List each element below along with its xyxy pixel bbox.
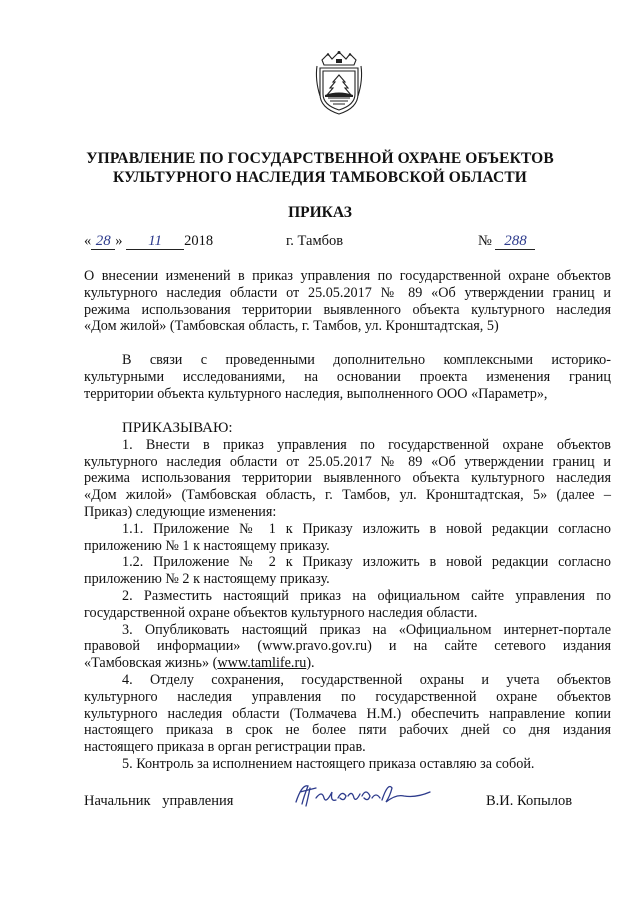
item-3-text-end: ).: [306, 655, 315, 672]
item-1-1-line: 1.1. Приложение № 1 к Приказу изложить в новой редакции согласно: [122, 520, 611, 537]
document-subject: [84, 268, 611, 335]
item-1-2-line: приложению № 2 к настоящему приказу.: [84, 571, 330, 588]
basis-line: территории объекта культурного наследия, выполненного ООО «Параметр»,: [84, 385, 548, 402]
item-1-line: Приказ) следующие изменения:: [84, 503, 277, 520]
document-city: г. Тамбов: [286, 233, 344, 249]
basis-line: В связи с проведенными дополнительно комплексными историко-: [122, 352, 611, 368]
item-1-line: 1. Внести в приказ управления по государственной охране объектов: [122, 436, 611, 453]
date-month-handwritten: 11: [126, 234, 184, 250]
signatory-name: В.И. Копылов: [486, 793, 573, 809]
basis-line: культурными исследованиями, на основании проекта изменения границ: [84, 368, 611, 385]
org-name-line1: УПРАВЛЕНИЕ ПО ГОСУДАРСТВЕННОЙ ОХРАНЕ ОБЪЕКТОВ: [86, 150, 554, 167]
order-body: [84, 420, 611, 773]
item-2-line: 2. Разместить настоящий приказ на официальном сайте управления по: [122, 587, 611, 604]
document-type-title: ПРИКАЗ: [288, 204, 352, 221]
subject-line: режима использования территории выявленного объекта культурного наследия: [84, 301, 611, 318]
item-3-line: правовой информации» (www.pravo.gov.ru) и на сайте сетевого издания: [84, 638, 611, 655]
item-2-line: государственной охране объектов культурного наследия области.: [84, 604, 478, 621]
subject-line: О внесении изменений в приказ управления по государственной охране объектов: [84, 268, 611, 284]
item-1-line: культурного наследия области от 25.05.2017 № 89 «Об утверждении границ и: [84, 453, 611, 470]
date-year: 2018: [184, 233, 214, 249]
item-1-2-line: 1.2. Приложение № 2 к Приказу изложить в новой редакции согласно: [122, 554, 611, 571]
tamlife-link[interactable]: www.tamlife.ru: [217, 655, 307, 672]
item-5-line: 5. Контроль за исполнением настоящего приказа оставляю за собой.: [122, 755, 535, 772]
item-1-1-line: приложению № 1 к настоящему приказу.: [84, 537, 330, 554]
subject-line: культурного наследия области от 25.05.2017 № 89 «Об утверждении границ и: [84, 284, 611, 301]
item-4-line: культурного наследия управления по государственной охране объектов: [84, 688, 611, 705]
date-quote-close: »: [115, 233, 123, 249]
item-3-text: «Тамбовская жизнь» (: [84, 655, 218, 672]
item-4-line: культурного наследия области (Толмачева Н.М.) обеспечить направление копии: [84, 705, 611, 722]
item-4-line: настоящего приказа в орган регистрации прав.: [84, 739, 366, 756]
coat-of-arms-icon: [314, 50, 364, 116]
item-4-line: 4. Отделу сохранения, государственной охраны и учета объектов: [122, 671, 611, 688]
org-name-line2: КУЛЬТУРНОГО НАСЛЕДИЯ ТАМБОВСКОЙ ОБЛАСТИ: [113, 169, 527, 186]
number-handwritten: 288: [495, 234, 535, 250]
item-1-line: режима использования территории выявленного объекта культурного наследия: [84, 470, 611, 487]
subject-line: «Дом жилой» (Тамбовская область, г. Тамбов, ул. Кронштадтская, 5): [84, 318, 499, 335]
number-sign: №: [478, 233, 492, 249]
handwritten-signature: [292, 778, 434, 814]
document-number: [478, 233, 535, 253]
date-day-handwritten: 28: [91, 234, 115, 250]
signatory-title: Начальник управления: [84, 793, 234, 809]
order-basis: [84, 352, 611, 402]
item-3-line: 3. Опубликовать настоящий приказ на «Официальном интернет-портале: [122, 621, 611, 638]
item-3-line: [84, 655, 611, 672]
document-date: [84, 233, 213, 253]
date-quote-open: «: [84, 233, 92, 249]
item-4-line: настоящего приказа в срок не более пяти рабочих дней со дня издания: [84, 722, 611, 739]
order-word: ПРИКАЗЫВАЮ:: [122, 420, 233, 436]
item-1-line: «Дом жилой» (Тамбовская область, г. Тамбов, ул. Кронштадтская, 5» (далее –: [84, 487, 611, 504]
